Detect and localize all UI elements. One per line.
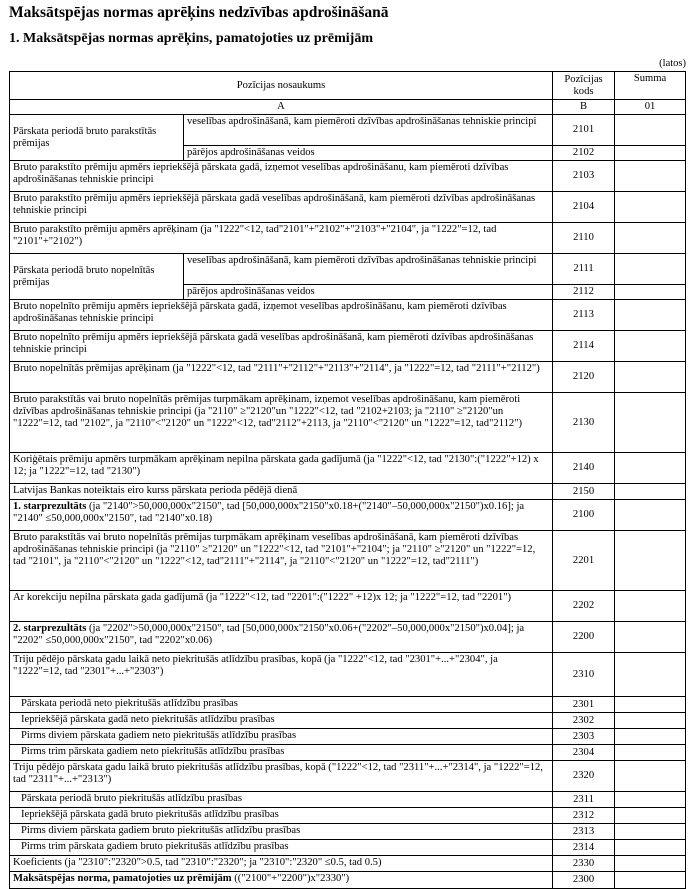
- row-code: 2201: [553, 531, 615, 591]
- sum-cell[interactable]: [615, 223, 686, 254]
- table-row: [10, 331, 686, 362]
- calculation-table: [9, 71, 686, 889]
- table-header-letters: [10, 100, 686, 115]
- sum-cell[interactable]: [615, 792, 686, 808]
- sum-cell[interactable]: [615, 393, 686, 453]
- sum-cell[interactable]: [615, 745, 686, 761]
- table-row: [10, 761, 686, 792]
- sum-cell[interactable]: [615, 872, 686, 889]
- row-code: 2104: [553, 192, 615, 223]
- row-label: Pārskata periodā neto piekritušās atlīdzību prasības: [10, 697, 553, 713]
- row-code: 2330: [553, 856, 615, 872]
- row-label: Bruto parakstīto prēmiju apmērs iepriekšējā pārskata gadā veselības apdrošināšanā, kam piemēroti dzīvības apdrošināšanas tehniskie principi: [10, 192, 553, 223]
- row-code: 2301: [553, 697, 615, 713]
- table-header-row: [10, 72, 686, 100]
- sum-cell[interactable]: [615, 653, 686, 697]
- row-label: Bruto nopelnīto prēmiju apmērs iepriekšējā pārskata gadā, izņemot veselības apdrošināšanu, kam piemēroti dzīvības apdrošināšanas tehniskie principi: [10, 300, 553, 331]
- row-label: Triju pēdējo pārskata gadu laikā neto piekritušās atlīdzību prasības, kopā (ja "1222"<12, tad "2301"+...+"2304", ja "1222"=12, tad "2301"+...+"2303"): [10, 653, 553, 697]
- sum-cell[interactable]: [615, 362, 686, 393]
- table-row: [10, 697, 686, 713]
- section-title: 1. Maksātspējas normas aprēķins, pamatojoties uz prēmijām: [9, 31, 373, 46]
- sum-cell[interactable]: [615, 808, 686, 824]
- row-label: veselības apdrošināšanā, kam piemēroti dzīvības apdrošināšanas tehniskie principi: [184, 115, 553, 146]
- sum-cell[interactable]: [615, 729, 686, 745]
- row-label: Bruto parakstīto prēmiju apmērs aprēķinam (ja "1222"<12, tad"2101"+"2102"+"2103"+"2104", ja "1222"=12, tad "2101"+"2102"): [10, 223, 553, 254]
- table-row: [10, 362, 686, 393]
- table-row: [10, 653, 686, 697]
- table-row: [10, 531, 686, 591]
- table-row: [10, 856, 686, 872]
- sum-cell[interactable]: [615, 146, 686, 161]
- row-code: 2110: [553, 223, 615, 254]
- row-label: Ar korekciju nepilna pārskata gada gadījumā (ja "1222"<12, tad "2201":("1222" +12)x 12; ja "1222"=12, tad "2201"): [10, 591, 553, 622]
- row-code: 2303: [553, 729, 615, 745]
- row-code: 2314: [553, 840, 615, 856]
- row-code: 2113: [553, 300, 615, 331]
- row-code: 2202: [553, 591, 615, 622]
- row-code: 2114: [553, 331, 615, 362]
- row-code: 2111: [553, 254, 615, 285]
- sum-cell[interactable]: [615, 622, 686, 653]
- sum-cell[interactable]: [615, 824, 686, 840]
- sum-cell[interactable]: [615, 161, 686, 192]
- row-label: pārējos apdrošināšanas veidos: [184, 285, 553, 300]
- table-row: [10, 484, 686, 500]
- table-row: [10, 808, 686, 824]
- table-row: [10, 161, 686, 192]
- sum-cell[interactable]: [615, 856, 686, 872]
- row-code: 2130: [553, 393, 615, 453]
- table-row: [10, 192, 686, 223]
- table-row: [10, 729, 686, 745]
- row-label: Koeficients (ja "2310":"2320">0.5, tad "2310":"2320"; ja "2310":"2320" ≤0.5, tad 0.5): [10, 856, 553, 872]
- row-code: 2320: [553, 761, 615, 792]
- sum-cell[interactable]: [615, 531, 686, 591]
- sum-cell[interactable]: [615, 500, 686, 531]
- sum-cell[interactable]: [615, 453, 686, 484]
- header-letter-b: B: [553, 100, 615, 115]
- table-row: [10, 393, 686, 453]
- row-label: Iepriekšējā pārskata gadā neto piekritušās atlīdzību prasības: [10, 713, 553, 729]
- row-code: 2150: [553, 484, 615, 500]
- row-label: Bruto parakstītās vai bruto nopelnītās prēmijas turpmākam aprēķinam veselības apdrošināšanā, kam piemēroti dzīvības apdrošināšanas tehniskie principi (ja "2110" ≥"2120" un "1222"<12, tad "2101"+"2104"; ja "2110" ≥"2120" un "1222"=12, tad "2101", ja "2110"<"2120" un "1222"<12, tad"2111"+"2114", ja "2110"<"2120" un "1222"=12, tad"2111"): [10, 531, 553, 591]
- sum-cell[interactable]: [615, 840, 686, 856]
- row-label: Iepriekšējā pārskata gadā bruto piekritušās atlīdzību prasības: [10, 808, 553, 824]
- table-row: [10, 500, 686, 531]
- row-label: [10, 872, 553, 889]
- header-col-01: 01: [615, 100, 686, 115]
- table-row: [10, 840, 686, 856]
- group-label: Pārskata periodā bruto parakstītās prēmijas: [10, 115, 184, 161]
- row-label: pārējos apdrošināšanas veidos: [184, 146, 553, 161]
- row-label: Pārskata periodā bruto piekritušās atlīdzību prasības: [10, 792, 553, 808]
- header-sum: Summa: [615, 72, 686, 100]
- row-label-bold: Maksātspējas norma, pamatojoties uz prēmijām: [13, 873, 232, 884]
- row-code: 2300: [553, 872, 615, 889]
- sum-cell[interactable]: [615, 300, 686, 331]
- table-row: [10, 713, 686, 729]
- row-label: Pirms diviem pārskata gadiem neto piekritušās atlīdzību prasības: [10, 729, 553, 745]
- row-code: 2311: [553, 792, 615, 808]
- row-label: Bruto nopelnītās prēmijas aprēķinam (ja "1222"<12, tad "2111"+"2112"+"2113"+"2114", ja "1222"=12, tad "2111"+"2112"): [10, 362, 553, 393]
- row-label: Pirms diviem pārskata gadiem bruto piekritušās atlīdzību prasības: [10, 824, 553, 840]
- sum-cell[interactable]: [615, 285, 686, 300]
- row-code: 2112: [553, 285, 615, 300]
- table-row: [10, 745, 686, 761]
- sum-cell[interactable]: [615, 331, 686, 362]
- table-row: [10, 453, 686, 484]
- page-title: Maksātspējas normas aprēķins nedzīvības apdrošināšanā: [9, 4, 389, 21]
- table-row: [10, 792, 686, 808]
- sum-cell[interactable]: [615, 591, 686, 622]
- row-label-bold: 2. starprezultāts: [13, 623, 87, 634]
- row-code: 2101: [553, 115, 615, 146]
- row-code: 2304: [553, 745, 615, 761]
- header-name: Pozīcijas nosaukums: [10, 72, 553, 100]
- row-label-rest: (ja "2202">50,000,000x"2150", tad [50,000,000x"2150"x0.06+("2202"–50,000,000x"2150")x0.04]; ja "2202" ≤50,000,000x"2150", tad "2202"x0.06): [13, 623, 525, 646]
- table-row: [10, 254, 686, 285]
- row-label: Koriģētais prēmiju apmērs turpmākam aprēķinam nepilna pārskata gada gadījumā (ja "1222"<12, tad "2130":("1222"+12) x 12; ja "1222"=12, tad "2130"): [10, 453, 553, 484]
- row-label: Pirms trim pārskata gadiem neto piekritušās atlīdzību prasības: [10, 745, 553, 761]
- row-code: 2102: [553, 146, 615, 161]
- row-label: [10, 500, 553, 531]
- table-row: [10, 300, 686, 331]
- row-label: [10, 622, 553, 653]
- sum-cell[interactable]: [615, 761, 686, 792]
- table-row: [10, 223, 686, 254]
- sum-cell[interactable]: [615, 192, 686, 223]
- header-letter-a: A: [10, 100, 553, 115]
- row-code: 2100: [553, 500, 615, 531]
- row-label-bold: 1. starprezultāts: [13, 501, 87, 512]
- row-label: Bruto nopelnīto prēmiju apmērs iepriekšējā pārskata gadā veselības apdrošināšanā, kam piemēroti dzīvības apdrošināšanas tehniskie principi: [10, 331, 553, 362]
- table-row: [10, 872, 686, 889]
- row-label-rest: (ja "2140">50,000,000x"2150", tad [50,000,000x"2150"x0.18+("2140"–50,000,000x"2150")x0.16]; ja "2140" ≤50,000,000x"2150", tad "2140"x0.18): [13, 501, 525, 524]
- header-code: Pozīcijas kods: [553, 72, 615, 100]
- row-code: 2120: [553, 362, 615, 393]
- row-label: Bruto parakstītās vai bruto nopelnītās prēmijas turpmākam aprēķinam, izņemot veselības apdrošināšanu, kam piemēroti dzīvības apdrošināšanas tehniskie principi (ja "2110" ≥"2120"un "1222"<12, tad "2102+2103; ja "2110" ≥"2120"un "1222"=12, tad "2102", ja "2110"<"2120" un "1222"<12, tad"2112"+2113, ja "2110"<"2120" un "1222"=12, tad"2112"): [10, 393, 553, 453]
- currency-unit: (latos): [659, 58, 686, 69]
- row-label: Pirms trim pārskata gadiem bruto piekritušās atlīdzību prasības: [10, 840, 553, 856]
- row-label: veselības apdrošināšanā, kam piemēroti dzīvības apdrošināšanas tehniskie principi: [184, 254, 553, 285]
- row-code: 2313: [553, 824, 615, 840]
- row-label: Bruto parakstīto prēmiju apmērs iepriekšējā pārskata gadā, izņemot veselības apdrošināšanu, kam piemēroti dzīvības apdrošināšanas tehniskie principi: [10, 161, 553, 192]
- sum-cell[interactable]: [615, 713, 686, 729]
- row-label: Triju pēdējo pārskata gadu laikā bruto piekritušās atlīdzību prasības, kopā ("1222"<12, tad "2311"+...+"2314", ja "1222"=12, tad "2311"+...+"2313"): [10, 761, 553, 792]
- sum-cell[interactable]: [615, 484, 686, 500]
- row-label-rest: (("2100"+"2200")x"2330"): [231, 873, 350, 884]
- group-label: Pārskata periodā bruto nopelnītās prēmijas: [10, 254, 184, 300]
- table-row: [10, 622, 686, 653]
- row-code: 2103: [553, 161, 615, 192]
- sum-cell[interactable]: [615, 115, 686, 146]
- sum-cell[interactable]: [615, 697, 686, 713]
- row-code: 2312: [553, 808, 615, 824]
- table-row: [10, 591, 686, 622]
- row-label: Latvijas Bankas noteiktais eiro kurss pārskata perioda pēdējā dienā: [10, 484, 553, 500]
- sum-cell[interactable]: [615, 254, 686, 285]
- row-code: 2140: [553, 453, 615, 484]
- table-row: [10, 115, 686, 146]
- row-code: 2302: [553, 713, 615, 729]
- row-code: 2310: [553, 653, 615, 697]
- table-row: [10, 824, 686, 840]
- row-code: 2200: [553, 622, 615, 653]
